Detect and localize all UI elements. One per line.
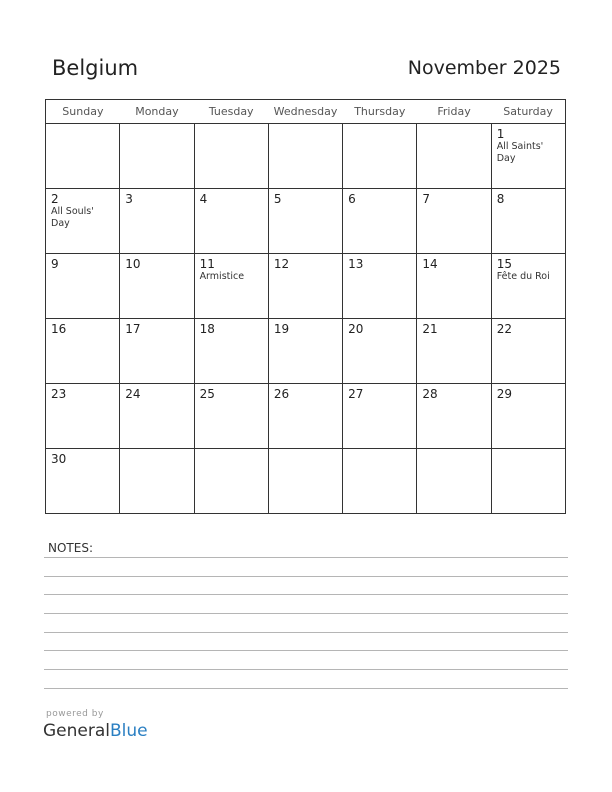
day-number: 30 bbox=[51, 452, 67, 466]
day-cell bbox=[343, 254, 417, 319]
day-cell bbox=[120, 384, 194, 449]
day-number: 17 bbox=[125, 322, 141, 336]
week-row bbox=[46, 124, 566, 189]
day-number: 19 bbox=[273, 322, 290, 336]
day-cell bbox=[343, 189, 417, 254]
country-title: Belgium bbox=[52, 56, 139, 80]
week-row bbox=[46, 449, 566, 514]
day-cell bbox=[491, 189, 565, 254]
weekday-saturday: Saturday bbox=[491, 100, 565, 124]
day-cell bbox=[417, 254, 491, 319]
note-line bbox=[44, 650, 568, 651]
day-number: 1 bbox=[496, 127, 505, 141]
day-number: 22 bbox=[496, 322, 512, 336]
day-number: 6 bbox=[348, 192, 356, 206]
weekday-thursday: Thursday bbox=[343, 100, 417, 124]
day-cell bbox=[268, 449, 342, 514]
day-cell bbox=[194, 449, 268, 514]
brand-logo[interactable] bbox=[43, 721, 148, 741]
day-cell bbox=[417, 319, 491, 384]
day-number: 20 bbox=[348, 322, 364, 336]
day-number: 13 bbox=[348, 257, 364, 271]
day-cell bbox=[120, 124, 194, 189]
day-cell bbox=[268, 124, 342, 189]
day-cell bbox=[417, 124, 491, 189]
holiday-label: All Souls' Day bbox=[51, 206, 94, 229]
week-row bbox=[46, 384, 566, 449]
note-line bbox=[44, 669, 568, 670]
day-cell bbox=[343, 384, 417, 449]
day-cell bbox=[417, 384, 491, 449]
weekday-header-row bbox=[46, 100, 566, 124]
day-number: 7 bbox=[422, 192, 431, 206]
note-line bbox=[44, 576, 568, 577]
day-cell bbox=[343, 449, 417, 514]
day-cell bbox=[417, 189, 491, 254]
day-cell bbox=[268, 319, 342, 384]
brand-general: General bbox=[43, 721, 110, 741]
month-title: November 2025 bbox=[407, 57, 561, 79]
day-number: 25 bbox=[199, 387, 215, 401]
note-line bbox=[44, 632, 568, 633]
day-cell bbox=[343, 319, 417, 384]
week-row bbox=[46, 189, 566, 254]
week-row bbox=[46, 319, 566, 384]
day-number: 2 bbox=[51, 192, 59, 206]
day-number: 12 bbox=[273, 257, 290, 271]
day-number: 10 bbox=[125, 257, 141, 271]
day-number: 27 bbox=[348, 387, 364, 401]
day-cell bbox=[268, 254, 342, 319]
note-line bbox=[44, 557, 568, 558]
day-number: 23 bbox=[51, 387, 67, 401]
weekday-monday: Monday bbox=[120, 100, 194, 124]
day-cell bbox=[120, 254, 194, 319]
day-number: 28 bbox=[422, 387, 438, 401]
calendar-grid bbox=[45, 99, 566, 514]
powered-by-text: powered by bbox=[46, 709, 104, 719]
day-cell bbox=[194, 254, 268, 319]
weekday-sunday: Sunday bbox=[46, 100, 120, 124]
week-row bbox=[46, 254, 566, 319]
brand-blue: Blue bbox=[110, 721, 148, 741]
day-number: 5 bbox=[273, 192, 282, 206]
note-line bbox=[44, 688, 568, 689]
day-number: 16 bbox=[51, 322, 67, 336]
day-cell bbox=[268, 189, 342, 254]
day-cell bbox=[120, 319, 194, 384]
weekday-tuesday: Tuesday bbox=[194, 100, 268, 124]
day-cell bbox=[194, 384, 268, 449]
day-number: 15 bbox=[496, 257, 512, 271]
day-cell bbox=[46, 384, 120, 449]
day-cell bbox=[491, 449, 565, 514]
day-cell bbox=[46, 319, 120, 384]
day-number: 26 bbox=[273, 387, 290, 401]
day-number: 8 bbox=[496, 192, 505, 206]
holiday-label: All Saints' Day bbox=[496, 141, 544, 164]
day-cell bbox=[46, 189, 120, 254]
note-line bbox=[44, 594, 568, 595]
day-cell bbox=[194, 124, 268, 189]
day-cell bbox=[120, 189, 194, 254]
day-cell bbox=[491, 124, 565, 189]
holiday-label: Fête du Roi bbox=[496, 271, 550, 282]
day-cell bbox=[194, 189, 268, 254]
day-cell bbox=[417, 449, 491, 514]
day-number: 14 bbox=[422, 257, 438, 271]
day-number: 9 bbox=[51, 257, 59, 271]
day-cell bbox=[491, 254, 565, 319]
day-number: 18 bbox=[199, 322, 215, 336]
day-number: 21 bbox=[422, 322, 438, 336]
notes-label: NOTES: bbox=[48, 541, 93, 555]
weekday-wednesday: Wednesday bbox=[268, 100, 342, 124]
day-number: 24 bbox=[125, 387, 141, 401]
day-number: 11 bbox=[199, 257, 215, 271]
day-cell bbox=[491, 384, 565, 449]
day-cell bbox=[343, 124, 417, 189]
note-line bbox=[44, 613, 568, 614]
day-number: 29 bbox=[496, 387, 512, 401]
day-cell bbox=[268, 384, 342, 449]
day-cell bbox=[491, 319, 565, 384]
day-cell bbox=[120, 449, 194, 514]
day-cell bbox=[46, 254, 120, 319]
weekday-friday: Friday bbox=[417, 100, 491, 124]
day-cell bbox=[194, 319, 268, 384]
holiday-label: Armistice bbox=[199, 271, 245, 282]
day-cell bbox=[46, 124, 120, 189]
day-cell bbox=[46, 449, 120, 514]
day-number: 4 bbox=[199, 192, 208, 206]
day-number: 3 bbox=[125, 192, 133, 206]
